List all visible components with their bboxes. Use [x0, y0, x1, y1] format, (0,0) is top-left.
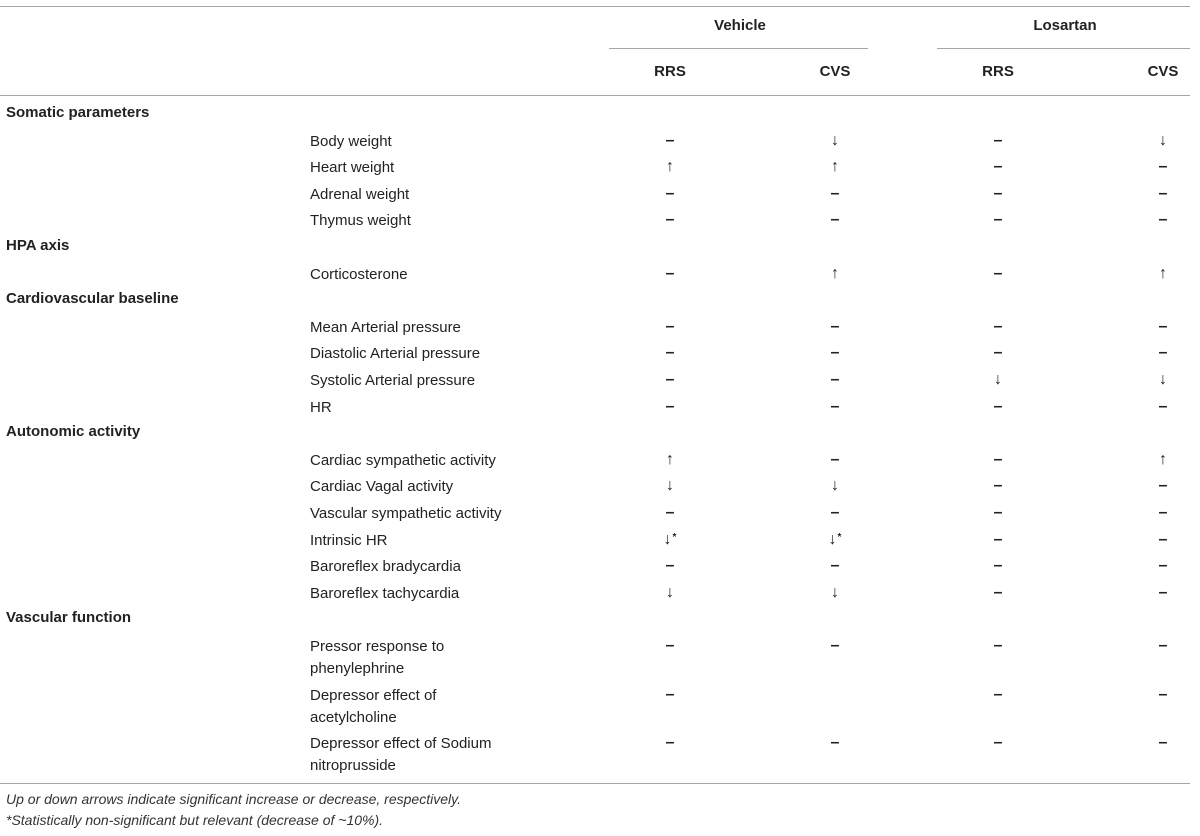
change-indicator: – — [830, 211, 840, 229]
header-bottom-rule — [0, 95, 1190, 96]
cell-losartan-rrs — [978, 209, 1018, 231]
change-indicator: – — [830, 636, 840, 654]
change-indicator: – — [993, 636, 1003, 654]
change-indicator: – — [993, 477, 1003, 495]
change-indicator: – — [830, 344, 840, 362]
change-indicator: – — [665, 557, 675, 575]
change-indicator: ↓ — [831, 583, 839, 601]
section-row — [0, 101, 1190, 128]
change-indicator: – — [665, 685, 675, 703]
cell-vehicle-cvs — [815, 342, 855, 364]
table-row — [0, 633, 1190, 682]
cell-losartan-cvs — [1143, 529, 1183, 551]
cell-losartan-cvs — [1143, 475, 1183, 497]
table-row — [0, 340, 1190, 367]
cell-losartan-rrs — [978, 555, 1018, 577]
cell-losartan-cvs — [1143, 502, 1183, 524]
change-indicator: – — [993, 211, 1003, 229]
change-indicator: – — [993, 184, 1003, 202]
cell-losartan-rrs — [978, 263, 1018, 285]
cell-losartan-cvs — [1143, 555, 1183, 577]
section-row — [0, 234, 1190, 261]
cell-vehicle-cvs — [815, 582, 855, 604]
change-indicator: – — [665, 131, 675, 149]
parameter-label: Baroreflex bradycardia — [310, 558, 461, 576]
column-header-vehicle-rrs: RRS — [654, 63, 686, 80]
change-indicator: – — [1158, 734, 1168, 752]
cell-vehicle-cvs — [815, 130, 855, 152]
parameter-label: Depressor effect of acetylcholine — [310, 686, 437, 726]
change-indicator: ↓ — [663, 530, 672, 548]
cell-losartan-cvs — [1143, 209, 1183, 231]
change-indicator: – — [830, 734, 840, 752]
change-indicator: – — [830, 503, 840, 521]
change-indicator: – — [665, 734, 675, 752]
cell-vehicle-rrs — [650, 475, 690, 497]
change-indicator: – — [993, 158, 1003, 176]
section-heading: Somatic parameters — [6, 104, 150, 121]
change-indicator: – — [665, 264, 675, 282]
change-indicator: – — [1158, 583, 1168, 601]
cell-vehicle-cvs — [815, 369, 855, 391]
cell-vehicle-rrs — [650, 342, 690, 364]
cell-losartan-rrs — [978, 342, 1018, 364]
change-indicator: – — [1158, 557, 1168, 575]
change-indicator: ↓ — [1159, 370, 1167, 388]
parameter-label: Adrenal weight — [310, 185, 410, 203]
change-indicator: ↓ — [831, 477, 839, 495]
parameter-label: Intrinsic HR — [310, 531, 388, 549]
cell-losartan-cvs — [1143, 684, 1183, 706]
change-indicator: – — [993, 397, 1003, 415]
cell-losartan-cvs — [1143, 316, 1183, 338]
cell-losartan-rrs — [978, 732, 1018, 754]
parameter-label: Mean Arterial pressure — [310, 318, 461, 336]
change-indicator: – — [993, 344, 1003, 362]
change-indicator: – — [830, 450, 840, 468]
change-indicator: – — [993, 317, 1003, 335]
cell-vehicle-cvs — [815, 396, 855, 418]
cell-vehicle-cvs — [815, 183, 855, 205]
change-indicator: – — [665, 636, 675, 654]
change-indicator: – — [993, 503, 1003, 521]
table-row — [0, 682, 1190, 731]
table-bottom-rule — [0, 783, 1190, 784]
cell-vehicle-cvs — [815, 529, 855, 551]
cell-losartan-cvs — [1143, 369, 1183, 391]
group-header-vehicle: Vehicle — [714, 17, 766, 34]
parameter-label: Heart weight — [310, 159, 395, 177]
section-heading: Cardiovascular baseline — [6, 290, 179, 308]
parameter-label: HR — [310, 398, 332, 416]
change-indicator: – — [1158, 636, 1168, 654]
change-indicator: – — [993, 583, 1003, 601]
parameter-label: Pressor response to phenylephrine — [310, 637, 445, 677]
change-indicator: – — [830, 317, 840, 335]
cell-vehicle-cvs — [815, 156, 855, 178]
table-row — [0, 154, 1190, 181]
table-row — [0, 261, 1190, 288]
change-indicator: – — [1158, 397, 1168, 415]
cell-losartan-rrs — [978, 130, 1018, 152]
change-indicator: – — [830, 184, 840, 202]
cell-losartan-cvs — [1143, 263, 1183, 285]
parameter-label: Thymus weight — [310, 212, 411, 230]
column-header-vehicle-cvs: CVS — [819, 63, 851, 80]
change-indicator: ↑ — [831, 158, 839, 176]
change-indicator: – — [665, 503, 675, 521]
cell-vehicle-cvs — [815, 732, 855, 754]
cell-losartan-rrs — [978, 183, 1018, 205]
parameter-label: Systolic Arterial pressure — [310, 371, 476, 389]
change-indicator: – — [1158, 503, 1168, 521]
cell-losartan-cvs — [1143, 156, 1183, 178]
cell-losartan-rrs — [978, 396, 1018, 418]
cell-losartan-cvs — [1143, 635, 1183, 657]
cell-vehicle-rrs — [650, 369, 690, 391]
change-indicator: ↓ — [666, 583, 674, 601]
change-indicator: – — [993, 685, 1003, 703]
table-row — [0, 394, 1190, 421]
change-indicator: – — [1158, 685, 1168, 703]
parameter-label: Cardiac Vagal activity — [310, 478, 454, 496]
cell-vehicle-rrs — [650, 449, 690, 471]
cell-vehicle-rrs — [650, 502, 690, 524]
parameter-label: Depressor effect of Sodium nitroprusside — [310, 735, 492, 775]
table-top-rule — [0, 6, 1190, 7]
parameter-label: Baroreflex tachycardia — [310, 584, 460, 602]
cell-vehicle-rrs — [650, 183, 690, 205]
cell-vehicle-cvs — [815, 475, 855, 497]
change-indicator: – — [1158, 211, 1168, 229]
table-row — [0, 527, 1190, 554]
change-indicator: ↓ — [994, 370, 1002, 388]
table-row — [0, 367, 1190, 394]
section-heading: HPA axis — [6, 236, 70, 254]
cell-losartan-rrs — [978, 529, 1018, 551]
significance-mark: * — [672, 531, 677, 543]
table-row — [0, 181, 1190, 208]
change-indicator: – — [1158, 344, 1168, 362]
cell-vehicle-cvs — [815, 263, 855, 285]
significance-mark: * — [837, 531, 842, 543]
cell-losartan-rrs — [978, 449, 1018, 471]
change-indicator: – — [830, 397, 840, 415]
table-row — [0, 473, 1190, 500]
cell-vehicle-rrs — [650, 396, 690, 418]
cell-vehicle-cvs — [815, 209, 855, 231]
cell-vehicle-rrs — [650, 555, 690, 577]
section-heading: Autonomic activity — [6, 423, 141, 441]
change-indicator: ↓ — [666, 477, 674, 495]
parameter-label: Body weight — [310, 132, 392, 150]
cell-losartan-rrs — [978, 475, 1018, 497]
footnote-asterisk: *Statistically non-significant but relevant (decrease of ~10%). — [6, 812, 384, 828]
change-indicator: ↑ — [666, 158, 674, 176]
change-indicator: – — [993, 131, 1003, 149]
section-row — [0, 606, 1190, 633]
change-indicator: – — [993, 450, 1003, 468]
change-indicator: – — [665, 370, 675, 388]
table-row — [0, 553, 1190, 580]
cell-vehicle-rrs — [650, 316, 690, 338]
change-indicator: – — [830, 370, 840, 388]
change-indicator: – — [665, 184, 675, 202]
change-indicator: – — [1158, 477, 1168, 495]
table-body — [0, 101, 1190, 779]
table-row — [0, 447, 1190, 474]
cell-vehicle-rrs — [650, 263, 690, 285]
cell-vehicle-cvs — [815, 449, 855, 471]
cell-losartan-cvs — [1143, 449, 1183, 471]
group-header-losartan: Losartan — [1033, 17, 1097, 34]
footnote-arrows: Up or down arrows indicate significant increase or decrease, respectively. — [6, 791, 461, 807]
cell-losartan-rrs — [978, 156, 1018, 178]
cell-losartan-cvs — [1143, 342, 1183, 364]
table-row — [0, 500, 1190, 527]
table-row — [0, 730, 1190, 779]
cell-losartan-rrs — [978, 316, 1018, 338]
cell-vehicle-rrs — [650, 732, 690, 754]
change-indicator: ↓ — [831, 131, 839, 149]
change-indicator: ↓ — [1159, 131, 1167, 149]
cell-losartan-rrs — [978, 369, 1018, 391]
change-indicator: ↑ — [831, 264, 839, 282]
cell-losartan-cvs — [1143, 183, 1183, 205]
cell-vehicle-cvs — [815, 555, 855, 577]
parameter-label: Cardiac sympathetic activity — [310, 451, 496, 469]
cell-losartan-rrs — [978, 684, 1018, 706]
cell-vehicle-cvs — [815, 316, 855, 338]
section-row — [0, 287, 1190, 314]
change-indicator: ↑ — [1159, 450, 1167, 468]
cell-losartan-cvs — [1143, 396, 1183, 418]
cell-vehicle-rrs — [650, 156, 690, 178]
cell-vehicle-rrs — [650, 209, 690, 231]
group-rule-vehicle — [609, 48, 868, 49]
cell-losartan-rrs — [978, 635, 1018, 657]
change-indicator: – — [665, 211, 675, 229]
cell-vehicle-cvs — [815, 502, 855, 524]
cell-losartan-rrs — [978, 582, 1018, 604]
cell-vehicle-rrs — [650, 529, 690, 551]
table-row — [0, 580, 1190, 607]
change-indicator: – — [993, 557, 1003, 575]
change-indicator: – — [993, 530, 1003, 548]
cell-losartan-cvs — [1143, 732, 1183, 754]
column-header-losartan-cvs: CVS — [1147, 63, 1179, 80]
cell-losartan-cvs — [1143, 582, 1183, 604]
change-indicator: – — [1158, 184, 1168, 202]
cell-vehicle-rrs — [650, 684, 690, 706]
cell-vehicle-cvs — [815, 635, 855, 657]
change-indicator: – — [665, 317, 675, 335]
cell-vehicle-rrs — [650, 635, 690, 657]
cell-vehicle-rrs — [650, 582, 690, 604]
change-indicator: ↑ — [1159, 264, 1167, 282]
change-indicator: – — [1158, 317, 1168, 335]
change-indicator: ↑ — [666, 450, 674, 468]
column-header-losartan-rrs: RRS — [982, 63, 1014, 80]
cell-vehicle-rrs — [650, 130, 690, 152]
change-indicator: – — [1158, 530, 1168, 548]
change-indicator: – — [830, 557, 840, 575]
parameter-label: Diastolic Arterial pressure — [310, 345, 481, 363]
cell-losartan-cvs — [1143, 130, 1183, 152]
change-indicator: – — [665, 344, 675, 362]
parameter-label: Vascular sympathetic activity — [310, 504, 502, 522]
table-row — [0, 128, 1190, 155]
table-row — [0, 314, 1190, 341]
change-indicator: – — [665, 397, 675, 415]
change-indicator: – — [993, 734, 1003, 752]
section-heading: Vascular function — [6, 609, 132, 627]
change-indicator: – — [1158, 158, 1168, 176]
parameter-label: Corticosterone — [310, 265, 408, 283]
change-indicator: – — [993, 264, 1003, 282]
change-indicator: ↓ — [828, 530, 837, 548]
cell-losartan-rrs — [978, 502, 1018, 524]
group-rule-losartan — [937, 48, 1190, 49]
table-row — [0, 207, 1190, 234]
section-row — [0, 420, 1190, 447]
